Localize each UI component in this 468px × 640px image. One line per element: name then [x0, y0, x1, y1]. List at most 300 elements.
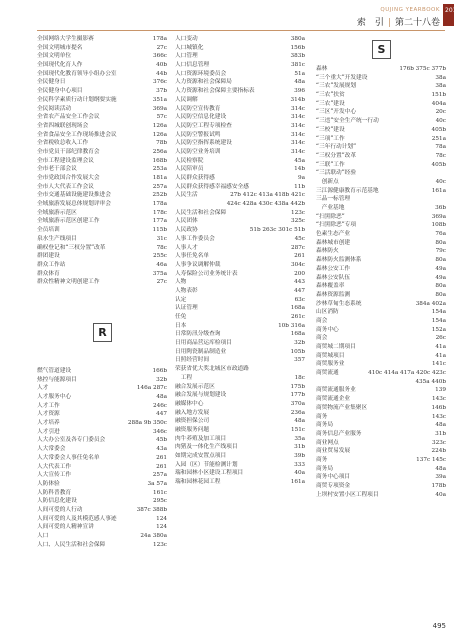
- index-page-refs: 257a: [152, 472, 167, 479]
- index-page-refs: 404a: [431, 100, 446, 107]
- index-entry: [37, 113, 167, 122]
- index-page-refs: 369a: [152, 105, 167, 112]
- index-entry: [316, 82, 446, 91]
- index-entry: [316, 473, 446, 482]
- index-page-refs: 31b: [435, 430, 446, 437]
- index-page-refs: 151b: [431, 92, 446, 99]
- index-entry: [175, 461, 305, 470]
- index-page-refs: 384a 402a: [415, 300, 446, 307]
- index-term: 肉猪及一体化生产线项目: [175, 444, 238, 451]
- index-entry: [37, 523, 167, 532]
- index-entry: [37, 209, 167, 218]
- index-page-refs: 447: [156, 411, 167, 418]
- header-rule: [37, 30, 445, 31]
- letter-label: R: [93, 323, 112, 342]
- index-term: “三农”扶贫: [316, 92, 345, 99]
- index-term: “三项”工作: [316, 135, 345, 142]
- index-page-refs: 257a: [152, 183, 167, 190]
- index-page-refs: 78c: [435, 152, 446, 159]
- index-entry: [316, 334, 446, 343]
- index-page-refs: 152a: [431, 326, 446, 333]
- index-page-refs: 236a: [290, 409, 305, 416]
- index-term: “三农”发展规划: [316, 83, 357, 90]
- index-term: 群团建设: [37, 253, 60, 260]
- index-entry: [37, 78, 167, 87]
- index-term: 三品一标管理: [316, 196, 351, 203]
- index-entry: [316, 404, 446, 413]
- index-entry: [37, 252, 167, 261]
- index-term: 人口、人民生活和社会保障: [37, 541, 106, 548]
- edition-label: 第二十八卷: [394, 18, 440, 28]
- index-term: 泉水生产线项目: [37, 235, 77, 242]
- index-page-refs: 146b: [431, 404, 446, 411]
- index-entry: [175, 348, 305, 357]
- index-entry: [37, 463, 167, 472]
- index-page-refs: 27c: [156, 44, 167, 51]
- index-entry: [316, 143, 446, 152]
- index-term: 人间可爱的人精神宣讲: [37, 524, 94, 531]
- index-page-refs: 11b: [294, 183, 305, 190]
- index-page-refs: 177a: [152, 218, 167, 225]
- index-term: “三联”工作: [316, 161, 345, 168]
- index-entry: [316, 100, 446, 109]
- index-term: 日用商品营运库检项目: [175, 340, 232, 347]
- index-page-refs: 261c: [290, 314, 305, 320]
- index-entry: [37, 200, 167, 209]
- index-entry: [175, 226, 305, 235]
- index-entry: [175, 330, 305, 339]
- index-term: 商务局: [316, 422, 334, 429]
- index-page-refs: 387c 388b: [136, 506, 167, 513]
- index-page-refs: 32b: [294, 340, 305, 347]
- index-term: 人民防空指挥系统建设: [175, 140, 232, 147]
- index-term: 沙林草甸生态系统: [316, 300, 362, 307]
- index-term: 人大常委会人事任免名单: [37, 454, 100, 461]
- index-entry: [316, 161, 446, 170]
- index-term: 人事人才: [175, 244, 198, 251]
- index-term: 森林覆盖率: [316, 283, 345, 290]
- index-page-refs: 48a: [294, 418, 305, 425]
- index-page-refs: 443: [294, 279, 305, 286]
- index-entry: [316, 352, 446, 361]
- index-page-refs: 51a: [294, 70, 305, 77]
- index-page-refs: 18c: [294, 374, 305, 381]
- index-entry: [175, 183, 305, 192]
- index-entry: [316, 213, 446, 222]
- index-page-refs: 80a: [435, 283, 446, 290]
- index-term: 三江源健康教育示范基地: [316, 187, 379, 194]
- index-page-refs: 154a: [431, 317, 446, 324]
- index-page-refs: 161c: [152, 489, 167, 496]
- index-term: 瑞和园林小区建设工程项目: [175, 470, 244, 477]
- index-entry: [37, 367, 167, 376]
- index-term: 全国文明城市提名: [37, 44, 83, 51]
- index-term: 肉牛养殖及加工项目: [175, 435, 227, 442]
- index-term: 全市党政国合作发展大会: [37, 175, 100, 181]
- index-page-refs: 57c: [156, 114, 167, 121]
- index-entry: [175, 304, 305, 313]
- index-term: 商业贸易发展: [316, 448, 351, 455]
- index-entry: [175, 139, 305, 148]
- index-entry: [316, 465, 446, 474]
- index-entry: [37, 61, 167, 70]
- index-term: 商务: [316, 413, 328, 420]
- index-page-refs: 256a: [152, 148, 167, 155]
- index-page-refs: 314b: [290, 96, 305, 103]
- index-page-refs: 35a: [294, 435, 305, 442]
- index-entry: [316, 126, 446, 135]
- index-entry: [175, 469, 305, 478]
- index-term: 商贸专项资金: [316, 483, 351, 489]
- index-entry: [37, 489, 167, 498]
- index-entry: [175, 96, 305, 105]
- index-page-refs: 41a: [435, 344, 446, 350]
- index-page-refs: 314c: [290, 148, 305, 155]
- index-term: 人间可爱的人及其模范感人事迹: [37, 515, 117, 522]
- index-term: 全省税收总收入工作: [37, 140, 89, 147]
- index-term: “三年行动计划”: [316, 144, 357, 151]
- index-term: 人民生活和社会保障: [175, 209, 227, 216]
- index-entry: [175, 165, 305, 174]
- index-term: 商贸流通: [316, 370, 339, 377]
- index-page-refs: 410c 414a 417a 420c 423c: [368, 370, 446, 377]
- index-term: “三权分置”改革: [316, 152, 357, 159]
- index-entry: [37, 270, 167, 279]
- index-entry: [316, 169, 446, 178]
- index-term: 全省四城联创现场会: [37, 122, 89, 129]
- index-entry: [37, 454, 167, 463]
- index-term: 人民生活: [175, 192, 198, 199]
- index-page-refs: 80a: [435, 239, 446, 246]
- index-page-refs: 380a: [290, 36, 305, 42]
- index-entry: [316, 378, 446, 387]
- index-entry: [175, 191, 305, 200]
- index-page-refs: 314c: [290, 114, 305, 121]
- index-entry: [37, 226, 167, 235]
- index-entry: [316, 308, 446, 317]
- index-entry: [37, 532, 167, 541]
- index-page-refs: 137c 145c: [416, 456, 446, 463]
- index-entry: [316, 491, 446, 500]
- index-term: 全市交通基础设施建设推进会: [37, 192, 111, 199]
- index-entry: [175, 70, 305, 79]
- index-term: 人大宣传工作: [37, 472, 72, 479]
- index-entry: [37, 480, 167, 489]
- index-term: 人寿保险公司业务统计表: [175, 270, 238, 277]
- index-entry: [37, 541, 167, 550]
- index-entry: [316, 204, 446, 213]
- index-entry: [37, 148, 167, 157]
- index-entry: [175, 313, 305, 322]
- index-entry: [175, 365, 305, 374]
- index-term: 人大代表工作: [37, 463, 72, 470]
- index-page-refs: 26c: [435, 335, 446, 342]
- index-term: 任免: [175, 314, 187, 320]
- index-term: 森林防火监测体系: [316, 257, 362, 264]
- index-page-refs: 126a: [152, 131, 167, 138]
- index-entry: [316, 386, 446, 395]
- index-entry: [37, 70, 167, 79]
- index-entry: [175, 426, 305, 435]
- index-page-refs: 27c: [156, 279, 167, 286]
- index-page-refs: 139: [435, 387, 446, 394]
- index-entry: [316, 65, 446, 74]
- index-term: 全市工程建设监理会议: [37, 157, 94, 164]
- index-term: 森林城市创建: [316, 239, 351, 246]
- index-page-refs: 51b 263c 301c 51b: [249, 227, 305, 234]
- index-entry: [37, 44, 167, 53]
- index-term: 全民健身中心项目: [37, 88, 83, 95]
- index-page-refs: 40c: [435, 118, 446, 125]
- index-entry: [37, 174, 167, 183]
- index-term: 人口信息管理: [175, 62, 210, 69]
- index-page-refs: 435a 440b: [415, 378, 446, 385]
- index-page-refs: 40c: [435, 178, 446, 185]
- section-heading: 索 引 | 第二十八卷: [356, 18, 440, 28]
- index-term: 人才引进: [37, 428, 60, 435]
- index-entry: [316, 135, 446, 144]
- index-term: 商务信息产业服务: [316, 430, 362, 437]
- index-term: 人口资源环境委员会: [175, 70, 227, 77]
- index-entry: [37, 235, 167, 244]
- index-entry: [37, 157, 167, 166]
- index-page-refs: 168b: [152, 157, 167, 164]
- index-term: 人事工作委员会: [175, 235, 215, 242]
- index-page-refs: 447: [294, 287, 305, 294]
- index-term: 全市人大代表工作会议: [37, 183, 94, 190]
- index-entry: [175, 113, 305, 122]
- index-term: 融资担保公司: [175, 418, 210, 425]
- index-page-refs: 10b 316a: [278, 322, 305, 329]
- index-entry: [37, 376, 167, 385]
- index-page-refs: 123c: [290, 209, 305, 216]
- index-entry: [37, 410, 167, 419]
- index-term: 全国现代化育人作: [37, 62, 83, 69]
- index-term: 确权登记和“三权分置”改革: [37, 244, 106, 251]
- index-term: 全国网络大学生摄影赛: [37, 36, 94, 42]
- index-term: “三校”建设: [316, 126, 345, 133]
- index-entry: [175, 435, 305, 444]
- index-page-refs: 146a 287c: [136, 385, 167, 392]
- index-entry: [175, 374, 305, 383]
- index-entry: [316, 187, 446, 196]
- index-entry: [175, 270, 305, 279]
- index-entry: [175, 122, 305, 131]
- index-page-refs: 370a: [290, 400, 305, 407]
- index-term: 商贸服务业: [316, 361, 345, 368]
- letter-section-header: [316, 40, 446, 59]
- index-page-refs: 48a: [294, 79, 305, 86]
- index-page-refs: 49a: [435, 274, 446, 281]
- index-entry: [37, 122, 167, 131]
- index-entry: [316, 395, 446, 404]
- index-term: 群众性精神文明创建工作: [37, 279, 100, 286]
- index-term: 人口: [37, 533, 49, 539]
- index-page-refs: 39b: [294, 453, 305, 459]
- index-entry: [175, 400, 305, 409]
- index-page-refs: 38a: [435, 74, 446, 81]
- index-term: 日常防汛分级查询: [175, 331, 221, 338]
- index-entry: [316, 108, 446, 117]
- index-term: 融合发展与规划建设: [175, 392, 227, 399]
- index-term: 森林资源监测: [316, 291, 351, 298]
- index-page-refs: 351a: [152, 96, 167, 103]
- index-term: 森林公安工作: [316, 265, 351, 272]
- index-term: “三农”建设: [316, 100, 345, 107]
- index-entry: [316, 421, 446, 430]
- index-term: “三个重大”开发建设: [316, 74, 368, 81]
- index-term: 入园（区）节能检测计划: [175, 461, 238, 468]
- index-page-refs: 45a: [294, 157, 305, 164]
- index-term: 人才资源: [37, 411, 60, 418]
- index-term: 融媒体中心: [175, 400, 204, 407]
- index-entry: [175, 356, 305, 365]
- index-page-refs: 154a: [431, 309, 446, 316]
- index-page-refs: 36b: [435, 205, 446, 211]
- index-term: 人防信息化建设: [37, 498, 77, 505]
- index-page-refs: 405b: [431, 161, 446, 168]
- index-entry: [316, 343, 446, 352]
- index-term: 森林公安队伍: [316, 274, 351, 281]
- index-page-refs: 314c: [290, 140, 305, 147]
- index-term: 人才工作: [37, 402, 60, 409]
- index-entry: [316, 369, 446, 378]
- index-entry: [37, 261, 167, 270]
- index-term: 人才: [37, 385, 49, 392]
- index-term: “扫黑除恶”: [316, 213, 345, 220]
- index-page-refs: 314c: [290, 122, 305, 129]
- index-term: 全域旅游发展总体规划评审会: [37, 201, 111, 208]
- index-term: 人民防空信息化建设: [175, 114, 227, 121]
- index-page-refs: 161a: [431, 187, 446, 194]
- index-page-refs: 115b: [152, 227, 167, 234]
- index-entry: [316, 221, 446, 230]
- index-entry: [316, 291, 446, 300]
- index-page-refs: 79c: [435, 248, 446, 255]
- index-page-refs: 383b: [290, 53, 305, 60]
- index-term: 全民健身日: [37, 79, 66, 86]
- index-entry: [175, 148, 305, 157]
- index-term: “三活联动”经验: [316, 170, 357, 177]
- index-page-refs: 38a: [435, 83, 446, 90]
- index-page-refs: 304c: [290, 261, 305, 268]
- index-entry: [316, 482, 446, 491]
- index-term: 商务中心项目: [316, 474, 351, 481]
- index-term: 人口管理: [175, 53, 198, 60]
- index-term: 认证管理: [175, 305, 198, 312]
- index-page-refs: 255c: [152, 253, 167, 260]
- index-entry: [316, 439, 446, 448]
- index-entry: [37, 52, 167, 61]
- index-entry: [175, 409, 305, 418]
- yearbook-title-en: QUJING YEARBOOK: [380, 7, 440, 13]
- index-entry: [175, 452, 305, 461]
- index-term: “三区”开发中心: [316, 109, 357, 116]
- index-entry: [175, 87, 305, 96]
- index-term: 人物: [175, 279, 187, 286]
- index-term: 瑞和园林花园工程: [175, 479, 221, 486]
- letter-label: S: [372, 40, 391, 59]
- index-page-refs: 178c: [152, 209, 167, 216]
- index-term: 商贸流通企业: [316, 396, 351, 403]
- index-page-refs: 46a: [156, 261, 167, 268]
- index-entry: [37, 96, 167, 105]
- page-header: [0, 0, 468, 30]
- index-entry: [316, 456, 446, 465]
- index-page-refs: 48a: [435, 465, 446, 472]
- index-page-refs: 288a 9b 350c: [127, 420, 167, 427]
- index-page-refs: 126a: [152, 122, 167, 129]
- index-term: 全市老干部会议: [37, 166, 77, 173]
- index-term: 创新点: [316, 178, 339, 185]
- index-page-refs: 181a: [152, 175, 167, 181]
- index-term: 人防科普教育: [37, 489, 72, 496]
- index-term: 山区消防: [316, 309, 339, 316]
- index-term: 商会: [316, 317, 328, 324]
- index-entry: [316, 152, 446, 161]
- index-page-refs: 76a: [435, 231, 446, 238]
- index-term: 日照经营时间: [175, 357, 210, 364]
- index-page-refs: 424c 428a 430c 438a 442b: [226, 201, 305, 208]
- index-entry: [316, 74, 446, 83]
- index-term: 人民检察院: [175, 157, 204, 164]
- index-entry: [37, 131, 167, 140]
- index-page-refs: 39a: [435, 474, 446, 481]
- index-entry: [316, 178, 446, 187]
- index-entry: [175, 61, 305, 70]
- index-page-refs: 168a: [290, 305, 305, 312]
- index-term: 融入地方发展: [175, 409, 210, 416]
- index-term: 群众体育: [37, 270, 60, 277]
- index-term: 全域旅游示范区: [37, 209, 77, 216]
- index-entry: [175, 322, 305, 331]
- index-term: 人大办公室及各专门委员会: [37, 437, 106, 444]
- index-term: 如期完成安置点项目: [175, 453, 227, 459]
- index-entry: [316, 413, 446, 422]
- index-page-refs: 108b: [431, 222, 446, 229]
- index-term: 人口城镇化: [175, 44, 204, 51]
- index-entry: [175, 200, 305, 209]
- index-entry: [37, 506, 167, 515]
- index-page-refs: 396: [294, 88, 305, 95]
- index-entry: [175, 52, 305, 61]
- letter-section-header: [37, 323, 167, 342]
- index-term: 群众工作站: [37, 261, 66, 268]
- index-page-refs: 166b: [152, 367, 167, 374]
- index-term: 人才服务中心: [37, 394, 72, 400]
- index-page-refs: 3a 57a: [147, 480, 167, 487]
- index-entry: [37, 436, 167, 445]
- index-entry: [37, 165, 167, 174]
- index-entry: [175, 78, 305, 87]
- index-page-refs: 381c: [290, 62, 305, 69]
- index-term: 工程: [175, 374, 193, 381]
- index-entry: [316, 430, 446, 439]
- section-label: 索 引: [356, 18, 384, 28]
- index-entry: [316, 300, 446, 309]
- index-page-refs: 325c: [290, 218, 305, 225]
- index-page-refs: 376c: [152, 79, 167, 86]
- index-entry: [37, 445, 167, 454]
- index-page-refs: 224b: [431, 448, 446, 455]
- index-entry: [37, 35, 167, 44]
- index-entry: [316, 256, 446, 265]
- index-term: 人口变动: [175, 36, 198, 42]
- index-page-refs: 78a: [435, 144, 446, 151]
- year-tab-text: 2019: [445, 7, 461, 14]
- index-entry: [37, 384, 167, 393]
- index-term: 人事任免名单: [175, 253, 210, 260]
